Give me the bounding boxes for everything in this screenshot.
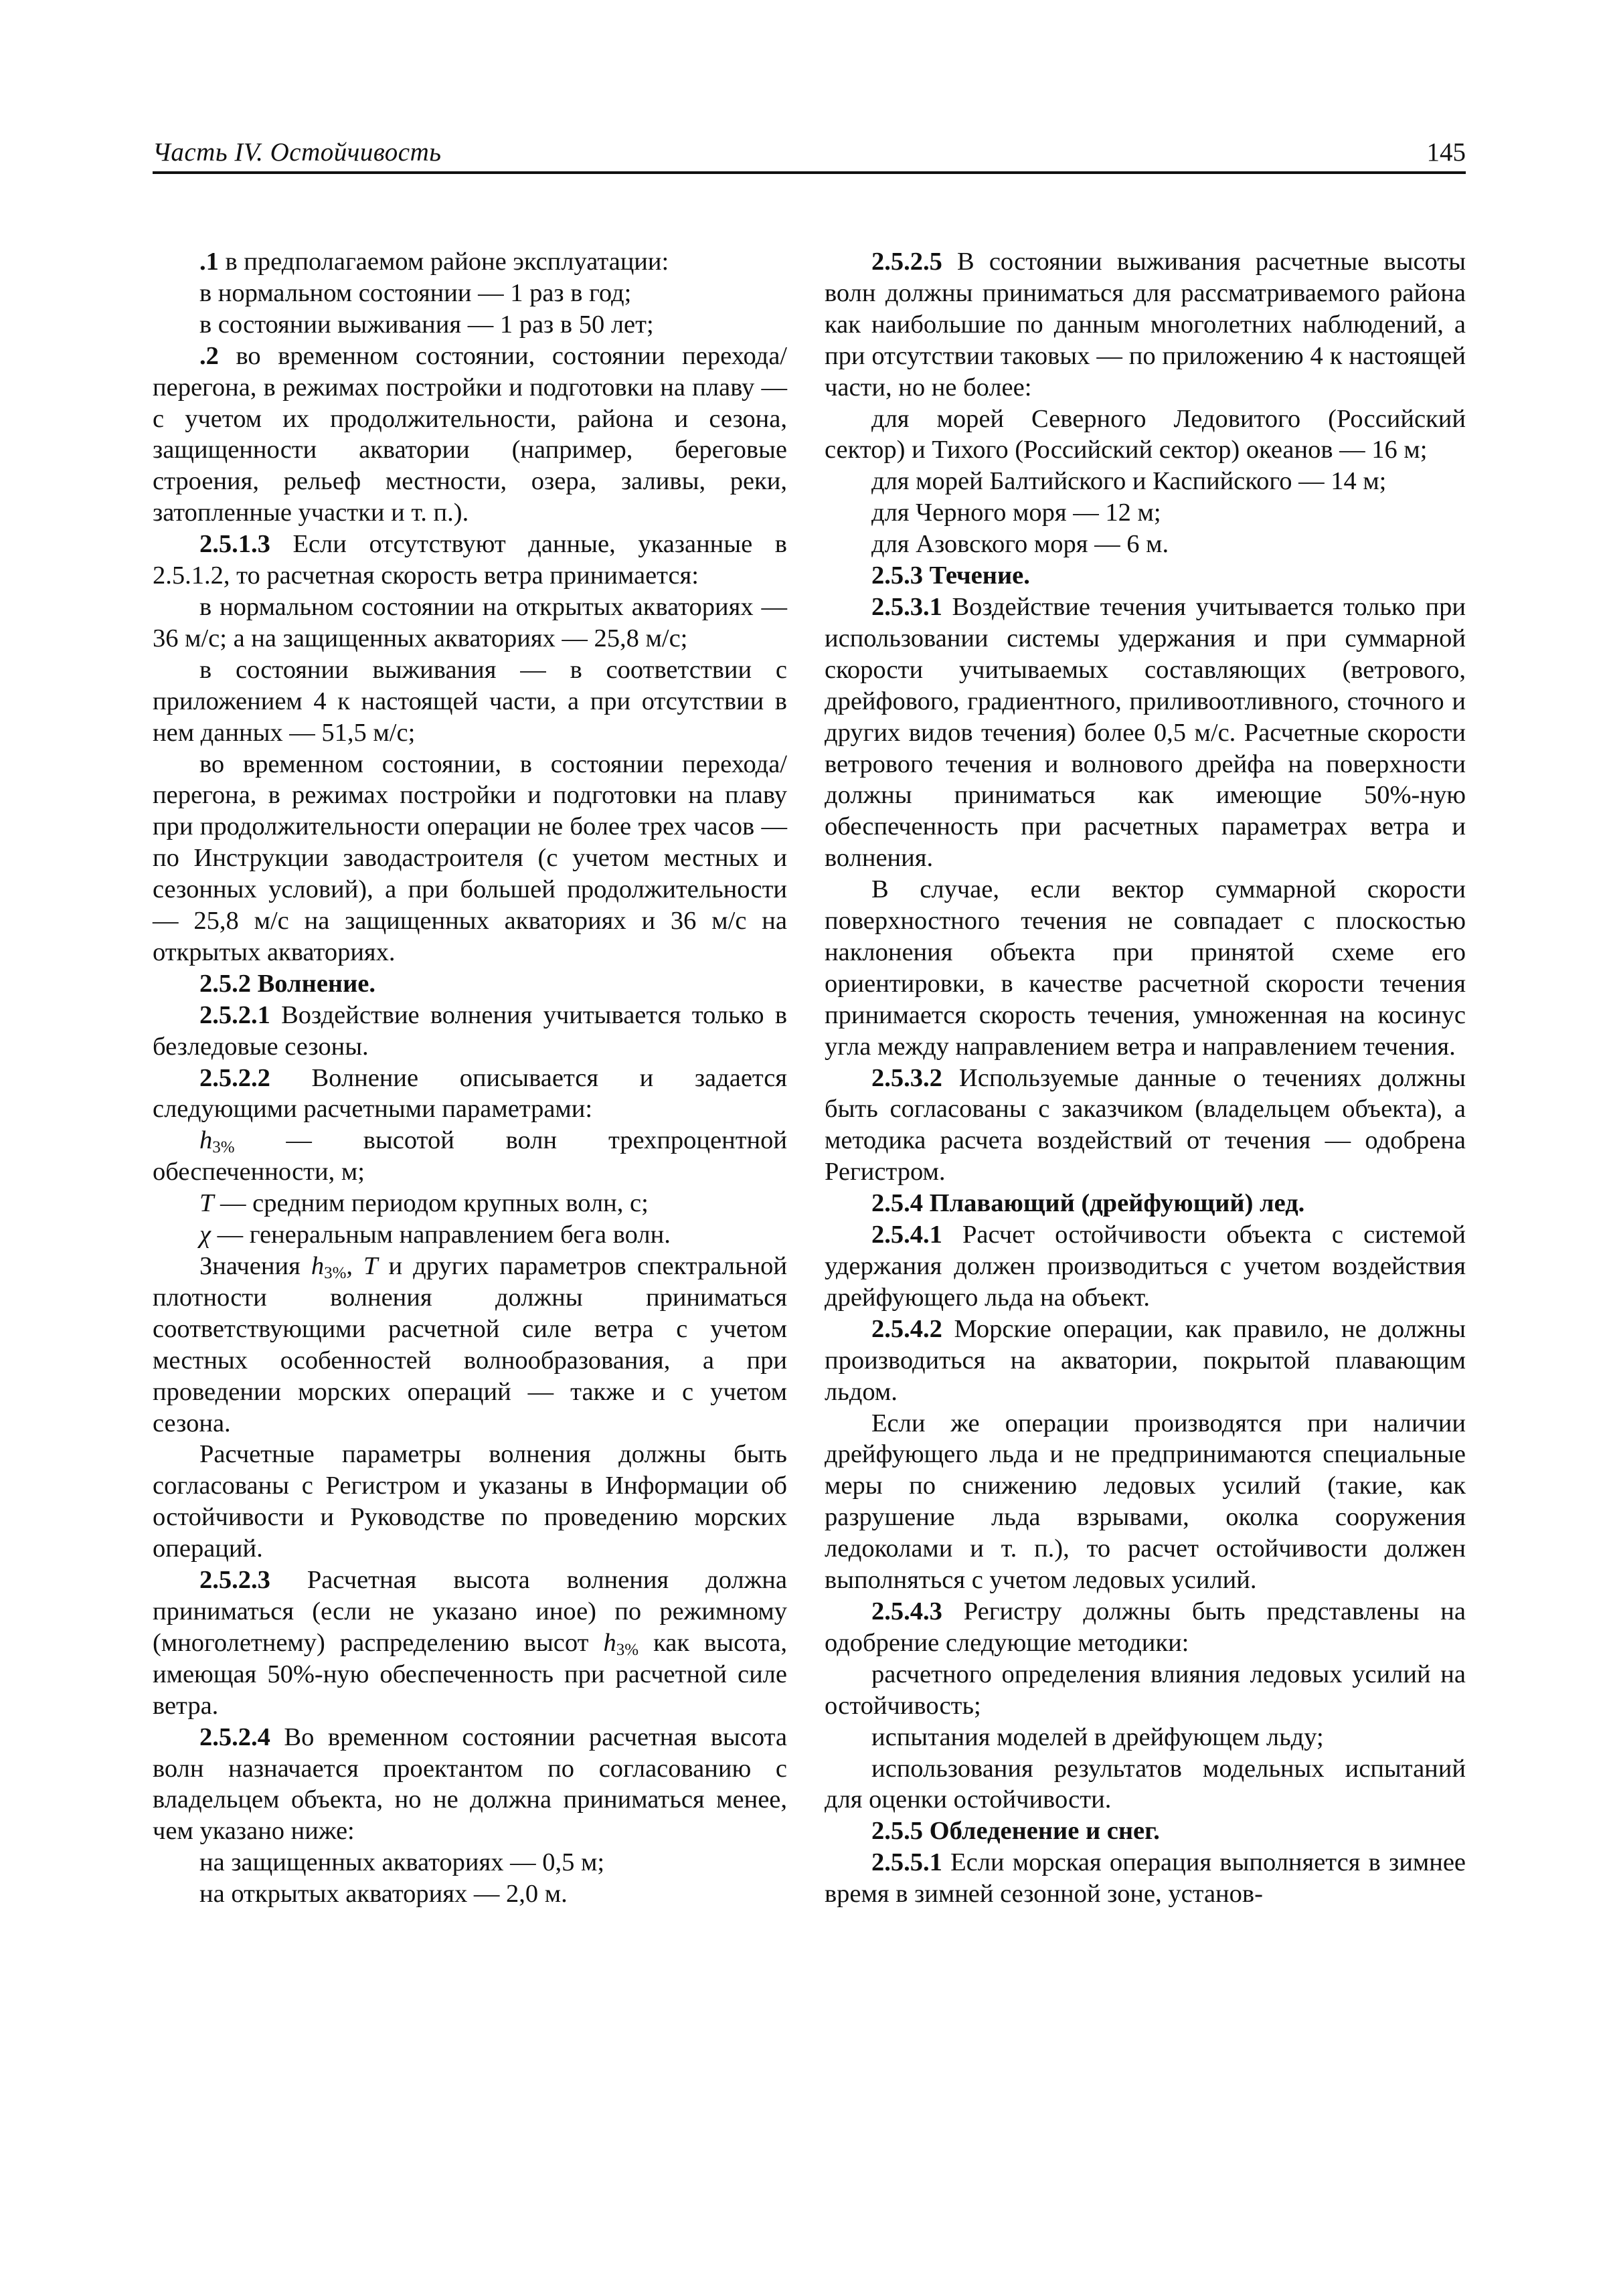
symbol-t: T bbox=[363, 1252, 378, 1280]
paragraph-calc-parameters: Расчетные параметры волнения должны быть согласованы с Регистром и указаны в Информации об остойчивости и Руководстве по проведению морских операций. bbox=[153, 1440, 787, 1563]
paragraph-frequency-survival: в состоянии выживания — 1 раз в 50 лет; bbox=[199, 310, 654, 339]
paragraph-black-sea: для Черного моря — 12 м; bbox=[871, 499, 1161, 527]
paragraph-protected-waters: на защищенных акваториях — 0,5 м; bbox=[199, 1848, 605, 1877]
paragraph-seas-arctic-pacific: для морей Северного Ледовитого (Российский сектор) и Тихого (Российский сектор) океанов — 16 м; bbox=[825, 404, 1466, 464]
definition-chi bbox=[153, 1219, 787, 1251]
definition-h3 bbox=[153, 1125, 787, 1188]
subscript-3-percent: 3% bbox=[324, 1264, 347, 1282]
running-header bbox=[153, 131, 1466, 174]
paragraph-method-model-tests: испытания моделей в дрейфующем льду; bbox=[871, 1723, 1324, 1751]
paragraph-2-5-4-2 bbox=[825, 1314, 1466, 1408]
paragraph-2-5-2-1 bbox=[153, 1000, 787, 1063]
paragraph-ice-operations: Если же операции производятся при наличии дрейфующего льда и не предпринимаются специальные меры по снижению ледовых усилий (такие, как разрушение льда взрывами, околка сооружения ледоколами и т. п.), то расчет остойчивости должен выполняться с учетом ледовых усилий. bbox=[825, 1409, 1466, 1595]
paragraph-seas-baltic-caspian: для морей Балтийского и Каспийского — 14 м; bbox=[871, 467, 1387, 496]
text-fragment: , bbox=[346, 1252, 364, 1280]
paragraph-azov-sea: для Азовского моря — 6 м. bbox=[871, 530, 1169, 559]
list-marker: .1 bbox=[199, 248, 219, 276]
clause-text: Регистру должны быть представлены на одобрение следующие методики: bbox=[825, 1597, 1466, 1657]
paragraph-2-5-1-3 bbox=[153, 529, 787, 592]
page-number: 145 bbox=[1426, 138, 1466, 167]
paragraph-2-5-2-2 bbox=[153, 1063, 787, 1126]
paragraph-wind-temporary: во временном состоянии, в состоянии перехода/перегона, в режимах постройки и подготовки на плаву при продолжительности операции не более трех часов — по Инструкции заводастроителя (с учетом местных и сезонных условий), а при большей продолжительности — 25,8 м/с на защищенных акваториях и 36 м/с на открытых акваториях. bbox=[153, 749, 787, 966]
paragraph-method-ice-loads: расчетного определения влияния ледовых усилий на остойчивость; bbox=[825, 1660, 1466, 1720]
clause-text: Волнение описывается и задается следующими расчетными параметрами: bbox=[153, 1063, 787, 1124]
clause-text: В состоянии выживания расчетные высоты волн должны приниматься для рассматриваемого района как наибольшие по данным многолетних наблюдений, а при отсутствии таковых — по приложению 4 к настоящей части, но не более: bbox=[825, 248, 1466, 402]
section-heading-2-5-5: 2.5.5 Обледенение и снег. bbox=[871, 1817, 1160, 1846]
definition-t bbox=[153, 1188, 787, 1219]
clause-text: Воздействие течения учитывается только при использовании системы удержания и при суммарной скорости учитываемых составляющих (ветрового, дрейфового, градиентного, приливоотливного, сточного и других видов течения) более 0,5 м/с. Расчетные скорости ветрового течения и волнового дрейфа на поверхности должны приниматься как имеющие 50%-ную обеспеченность при расчетных параметрах ветра и волнения. bbox=[825, 592, 1466, 873]
paragraph-2-5-2-3 bbox=[153, 1565, 787, 1722]
paragraph-2-5-3-2 bbox=[825, 1063, 1466, 1188]
paragraph-2-5-4-1 bbox=[825, 1219, 1466, 1314]
paragraph-wind-normal: в нормальном состоянии на открытых акваториях — 36 м/с; а на защищенных акваториях — 25,8 м/с; bbox=[153, 592, 787, 652]
clause-number: 2.5.3.2 bbox=[871, 1063, 942, 1092]
symbol-h: h bbox=[603, 1628, 616, 1657]
clause-text: как высота, имеющая 50%-ную обеспеченность при расчетной силе ветра. bbox=[153, 1628, 787, 1720]
paragraph-2-5-2-4 bbox=[153, 1722, 787, 1848]
definition-text: — высотой волн трехпроцентной обеспеченности, м; bbox=[153, 1126, 787, 1186]
clause-text: Воздействие волнения учитывается только в безледовые сезоны. bbox=[153, 1000, 787, 1061]
clause-number: 2.5.3.1 bbox=[871, 592, 942, 621]
section-heading-2-5-4: 2.5.4 Плавающий (дрейфующий) лед. bbox=[871, 1189, 1305, 1218]
paragraph-2-5-5-1 bbox=[825, 1847, 1466, 1910]
clause-text: Используемые данные о течениях должны быть согласованы с заказчиком (владельцем объекта), а методика расчета воздействий от течения — одобрена Регистром. bbox=[825, 1063, 1466, 1186]
subscript-3-percent: 3% bbox=[616, 1640, 639, 1659]
clause-number: 2.5.4.3 bbox=[871, 1597, 942, 1625]
symbol-chi: χ bbox=[199, 1221, 211, 1249]
paragraph-open-waters: на открытых акваториях — 2,0 м. bbox=[199, 1880, 568, 1909]
clause-text: Если отсутствуют данные, указанные в 2.5.1.2, то расчетная скорость ветра принимается: bbox=[153, 530, 787, 590]
symbol-h: h bbox=[199, 1126, 213, 1155]
text-fragment: и других параметров спектральной плотности волнения должны приниматься соответствующими расчетной силе ветра с учетом местных особенностей волнообразования, а при проведении морских операций — также и с учетом сезона. bbox=[153, 1252, 787, 1437]
definition-text: — средним периодом крупных волн, с; bbox=[214, 1189, 649, 1218]
clause-text: Расчетная высота волнения должна приниматься (если не указано иное) по режимному (многолетнему) распределению высот bbox=[153, 1566, 787, 1657]
clause-text: Расчет остойчивости объекта с системой удержания должен производиться с учетом воздействия дрейфующего льда на объект. bbox=[825, 1221, 1466, 1312]
paragraph-2-5-2-5 bbox=[825, 246, 1466, 404]
section-heading-2-5-3: 2.5.3 Течение. bbox=[871, 561, 1030, 590]
left-column bbox=[153, 246, 787, 1910]
clause-number: 2.5.2.5 bbox=[871, 248, 942, 276]
text-fragment: Значения bbox=[199, 1252, 311, 1280]
symbol-h: h bbox=[311, 1252, 325, 1280]
list-text: во временном состоянии, состоянии перехода/перегона, в режимах постройки и подготовки на плаву — с учетом их продолжительности, района и сезона, защищенности акватории (например, береговые строения, рельеф местности, озера, заливы, реки, затопленные участки и т. п.). bbox=[153, 341, 787, 527]
clause-number: 2.5.5.1 bbox=[871, 1848, 942, 1877]
clause-number: 2.5.2.3 bbox=[199, 1566, 270, 1595]
list-item-1 bbox=[153, 246, 787, 278]
subscript-3-percent: 3% bbox=[212, 1138, 235, 1157]
right-column bbox=[825, 246, 1466, 1910]
clause-number: 2.5.2.1 bbox=[199, 1000, 270, 1029]
clause-number: 2.5.2.2 bbox=[199, 1063, 270, 1092]
clause-text: Во временном состоянии расчетная высота волн назначается проектантом по согласованию с владельцем объекта, но не должна приниматься менее, чем указано ниже: bbox=[153, 1723, 787, 1846]
list-text: в предполагаемом районе эксплуатации: bbox=[218, 248, 669, 276]
running-title: Часть IV. Остойчивость bbox=[153, 138, 442, 167]
clause-number: 2.5.4.2 bbox=[871, 1314, 942, 1343]
list-item-2 bbox=[153, 341, 787, 529]
paragraph-frequency-normal: в нормальном состоянии — 1 раз в год; bbox=[199, 278, 632, 307]
paragraph-wind-survival: в состоянии выживания — в соответствии с приложением 4 к настоящей части, а при отсутствии в нем данных — 51,5 м/с; bbox=[153, 655, 787, 747]
paragraph-method-use-results: использования результатов модельных испытаний для оценки остойчивости. bbox=[825, 1754, 1466, 1814]
paragraph-current-vector: В случае, если вектор суммарной скорости поверхностного течения не совпадает с плоскостью наклонения объекта при принятой схеме его ориентировки, в качестве расчетной скорости течения принимается скорость течения, умноженная на косинус угла между направлением ветра и направлением течения. bbox=[825, 875, 1466, 1061]
clause-number: 2.5.4.1 bbox=[871, 1221, 942, 1249]
definition-text: — генеральным направлением бега волн. bbox=[210, 1221, 671, 1249]
paragraph-values bbox=[153, 1251, 787, 1439]
paragraph-2-5-3-1 bbox=[825, 592, 1466, 874]
list-marker: .2 bbox=[199, 341, 219, 370]
clause-number: 2.5.2.4 bbox=[199, 1723, 270, 1751]
symbol-t: T bbox=[199, 1189, 214, 1218]
section-heading-2-5-2: 2.5.2 Волнение. bbox=[199, 969, 375, 998]
clause-number: 2.5.1.3 bbox=[199, 530, 270, 559]
clause-text: Если морская операция выполняется в зимнее время в зимней сезонной зоне, установ- bbox=[825, 1848, 1466, 1909]
clause-text: Морские операции, как правило, не должны производиться на акватории, покрытой плавающим льдом. bbox=[825, 1314, 1466, 1406]
paragraph-2-5-4-3 bbox=[825, 1596, 1466, 1659]
